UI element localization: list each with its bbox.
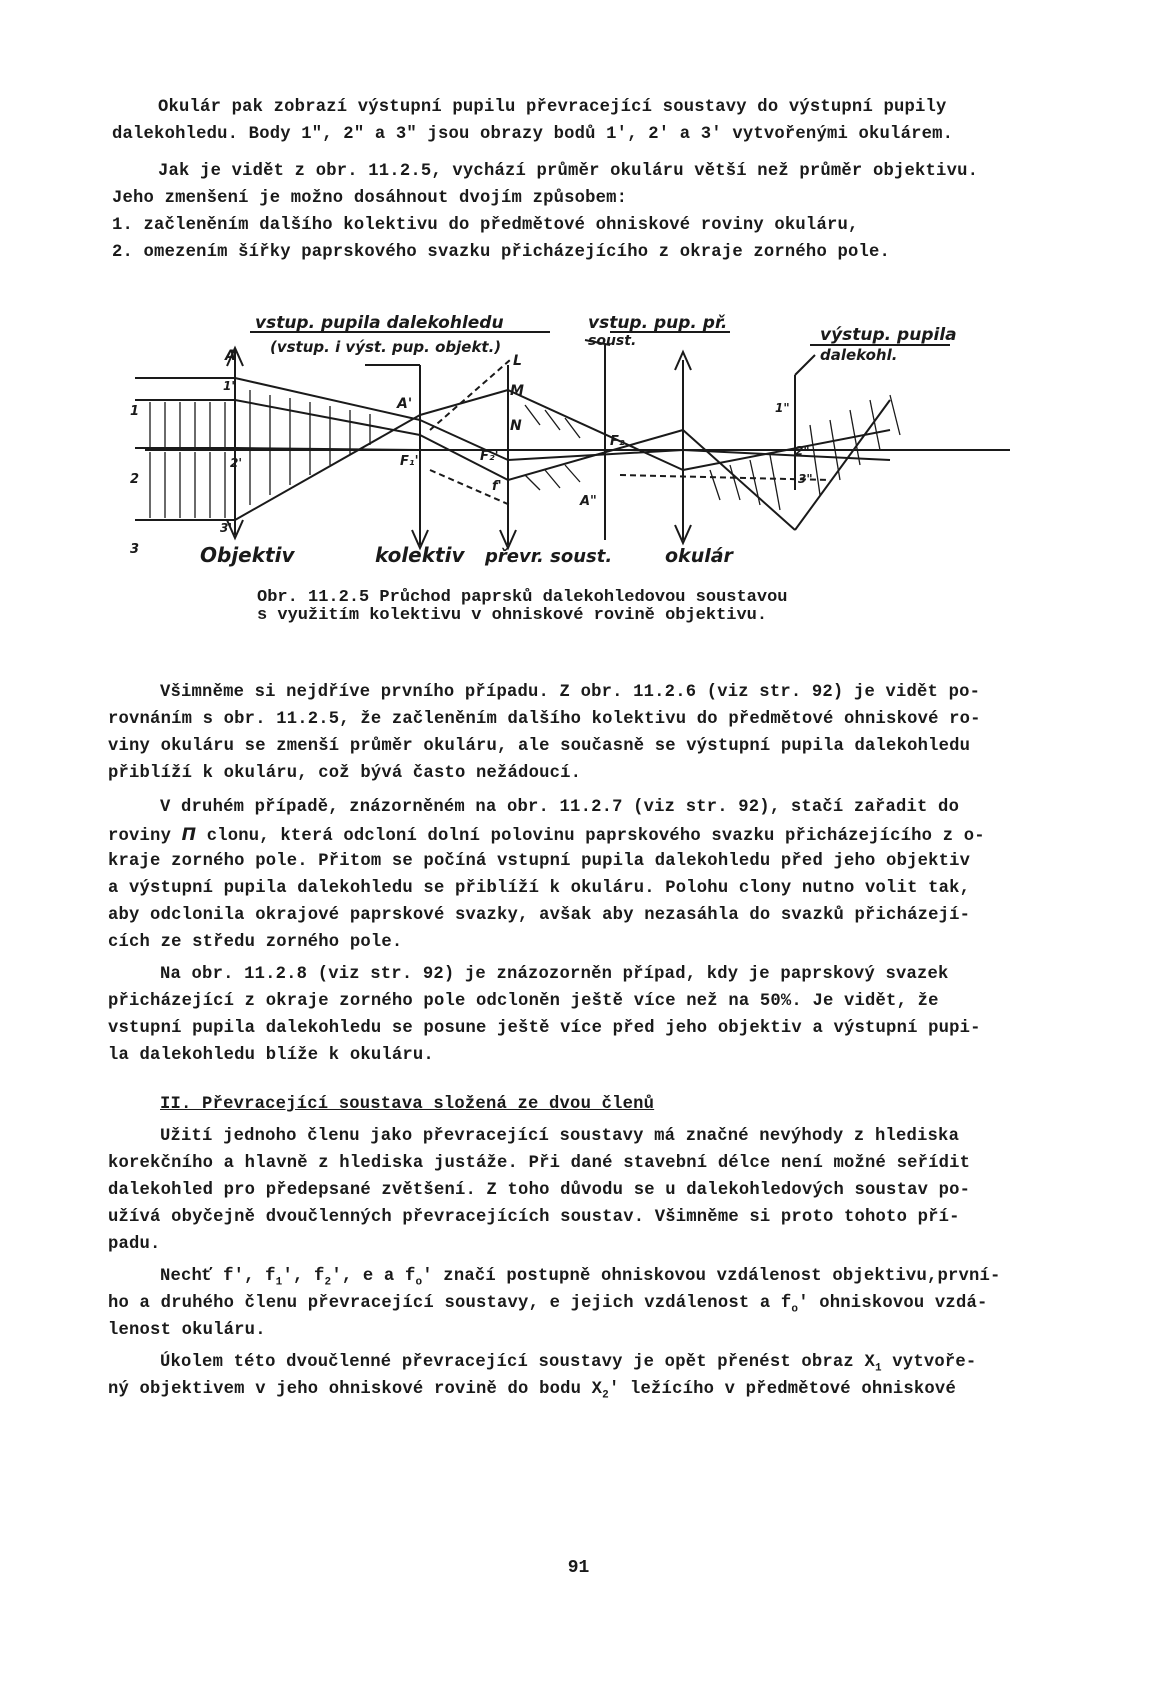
label-point-M: M bbox=[510, 383, 524, 399]
label-entrance-pupil-sub: (vstup. i výst. pup. objekt.) bbox=[270, 338, 502, 356]
figure-caption-line: s využitím kolektivu v ohniskové rovině objektivu. bbox=[257, 606, 768, 625]
section-heading: II. Převracející soustava složená ze dvou členů bbox=[160, 1095, 655, 1114]
label-1p: 1' bbox=[223, 379, 236, 393]
text-line: aby odclonila okrajové paprskové svazky, avšak aby nezasáhla do svazků přicházejí- bbox=[108, 906, 971, 925]
text-line: Užití jednoho členu jako převracející soustavy má značné nevýhody z hlediska bbox=[160, 1127, 960, 1146]
label-point-N: N bbox=[510, 418, 522, 434]
label-ray-1: 1 bbox=[130, 404, 140, 419]
text-line: Na obr. 11.2.8 (viz str. 92) je znázozorněn případ, kdy je paprskový svazek bbox=[160, 965, 949, 984]
label-ray-2: 2 bbox=[130, 472, 140, 487]
label-point-App: A" bbox=[580, 494, 597, 509]
text-line: Úkolem této dvoučlenné převracející soustavy je opět přenést obraz $X_1$ vytvoře- bbox=[160, 1353, 977, 1375]
text-line: přicházející z okraje zorného pole odcloněn ještě více než na 50%. Je vidět, že bbox=[108, 992, 939, 1011]
label-entrance-pupil: vstup. pupila dalekohledu bbox=[255, 313, 504, 333]
label-3pp: 3" bbox=[798, 472, 813, 486]
text-line: rovnáním s obr. 11.2.5, že začleněním dalšího kolektivu do předmětové ohniskové ro- bbox=[108, 710, 981, 729]
optical-diagram bbox=[130, 313, 1030, 625]
label-1pp: 1" bbox=[775, 401, 790, 415]
label-point-fp: f' bbox=[492, 479, 502, 494]
text-line: Jeho zmenšení je možno dosáhnout dvojím způsobem: bbox=[112, 189, 628, 208]
label-entrance-pupil-relay: vstup. pup. př. bbox=[588, 313, 728, 333]
label-point-F2: F₂ bbox=[610, 434, 625, 449]
label-ray-3: 3 bbox=[130, 542, 140, 557]
label-exit-pupil: výstup. pupila bbox=[820, 325, 957, 345]
text-line: Okulár pak zobrazí výstupní pupilu převracející soustavy do výstupní pupily bbox=[158, 98, 947, 117]
label-2pp: 2" bbox=[795, 444, 810, 458]
label-collective: kolektiv bbox=[375, 543, 465, 567]
text-line: roviny Π clonu, která odcloní dolní polovinu paprskového svazku přicházejícího z o- bbox=[108, 825, 985, 846]
pi-symbol: Π bbox=[181, 825, 197, 845]
text-line: užívá obyčejně dvoučlenných převracejících soustav. Všimněme si proto tohoto pří- bbox=[108, 1208, 960, 1227]
label-point-F1p: F₁' bbox=[400, 454, 419, 469]
text-line: padu. bbox=[108, 1235, 161, 1254]
label-2p: 2' bbox=[230, 456, 243, 470]
page-number: 91 bbox=[567, 1558, 590, 1578]
text-line: lenost okuláru. bbox=[108, 1321, 266, 1340]
label-point-L: L bbox=[513, 353, 522, 369]
label-point-Ap: A' bbox=[397, 396, 413, 412]
label-objective: Objektiv bbox=[200, 543, 295, 567]
label-relay-short: soust. bbox=[588, 333, 637, 349]
label-3p: 3' bbox=[220, 521, 233, 535]
text-line: V druhém případě, znázorněném na obr. 11.2.7 (viz str. 92), stačí zařadit do bbox=[160, 798, 960, 817]
text-line: dalekohledu. Body 1", 2" a 3" jsou obrazy bodů 1', 2' a 3' vytvořenými okulárem. bbox=[112, 125, 954, 144]
label-exit-pupil-sub: dalekohl. bbox=[820, 346, 898, 364]
text-line: cích ze středu zorného pole. bbox=[108, 933, 403, 952]
text-line: Jak je vidět z obr. 11.2.5, vychází průměr okuláru větší než průměr objektivu. bbox=[158, 162, 979, 181]
text-line: a výstupní pupila dalekohledu se přiblíží k okuláru. Polohu clony nutno volit tak, bbox=[108, 879, 971, 898]
text-line: Všimněme si nejdříve prvního případu. Z obr. 11.2.6 (viz str. 92) je vidět po- bbox=[160, 683, 981, 702]
label-point-F2p: F₂' bbox=[480, 449, 499, 464]
text-line: 2. omezením šířky paprskového svazku přicházejícího z okraje zorného pole. bbox=[112, 243, 891, 262]
figure-caption-line: Obr. 11.2.5 Průchod paprsků dalekohledovou soustavou bbox=[257, 588, 788, 607]
text-line: viny okuláru se zmenší průměr okuláru, ale současně se výstupní pupila dalekohledu bbox=[108, 737, 971, 756]
text-line: kraje zorného pole. Přitom se počíná vstupní pupila dalekohledu před jeho objektiv bbox=[108, 852, 971, 871]
text-line: vstupní pupila dalekohledu se posune ještě více před jeho objektiv a výstupní pupi- bbox=[108, 1019, 981, 1038]
text-line: dalekohled pro předepsané zvětšení. Z toho důvodu se u dalekohledových soustav po- bbox=[108, 1181, 971, 1200]
text-line: korekčního a hlavně z hlediska justáže. Při dané stavební délce není možné seřídit bbox=[108, 1154, 971, 1173]
text-line: přiblíží k okuláru, což bývá často nežádoucí. bbox=[108, 764, 582, 783]
text-line: Nechť f', $f_1'$, $f_2'$, e a $f_o'$ značí postupně ohniskovou vzdálenost objektivu,první- bbox=[160, 1267, 1001, 1289]
text-line: 1. začleněním dalšího kolektivu do předmětové ohniskové roviny okuláru, bbox=[112, 216, 859, 235]
text-line: la dalekohledu blíže k okuláru. bbox=[108, 1046, 434, 1065]
label-eyepiece: okulár bbox=[665, 545, 733, 567]
text-line: ný objektivem v jeho ohniskové rovině do bodu $X_2'$ ležícího v předmětové ohniskové bbox=[108, 1380, 956, 1402]
label-relay: převr. soust. bbox=[485, 546, 613, 567]
text-line: ho a druhého členu převracející soustavy, e jejich vzdálenost a $f_o'$ ohniskovou vzdá- bbox=[108, 1294, 988, 1316]
label-point-A: A bbox=[225, 348, 236, 364]
